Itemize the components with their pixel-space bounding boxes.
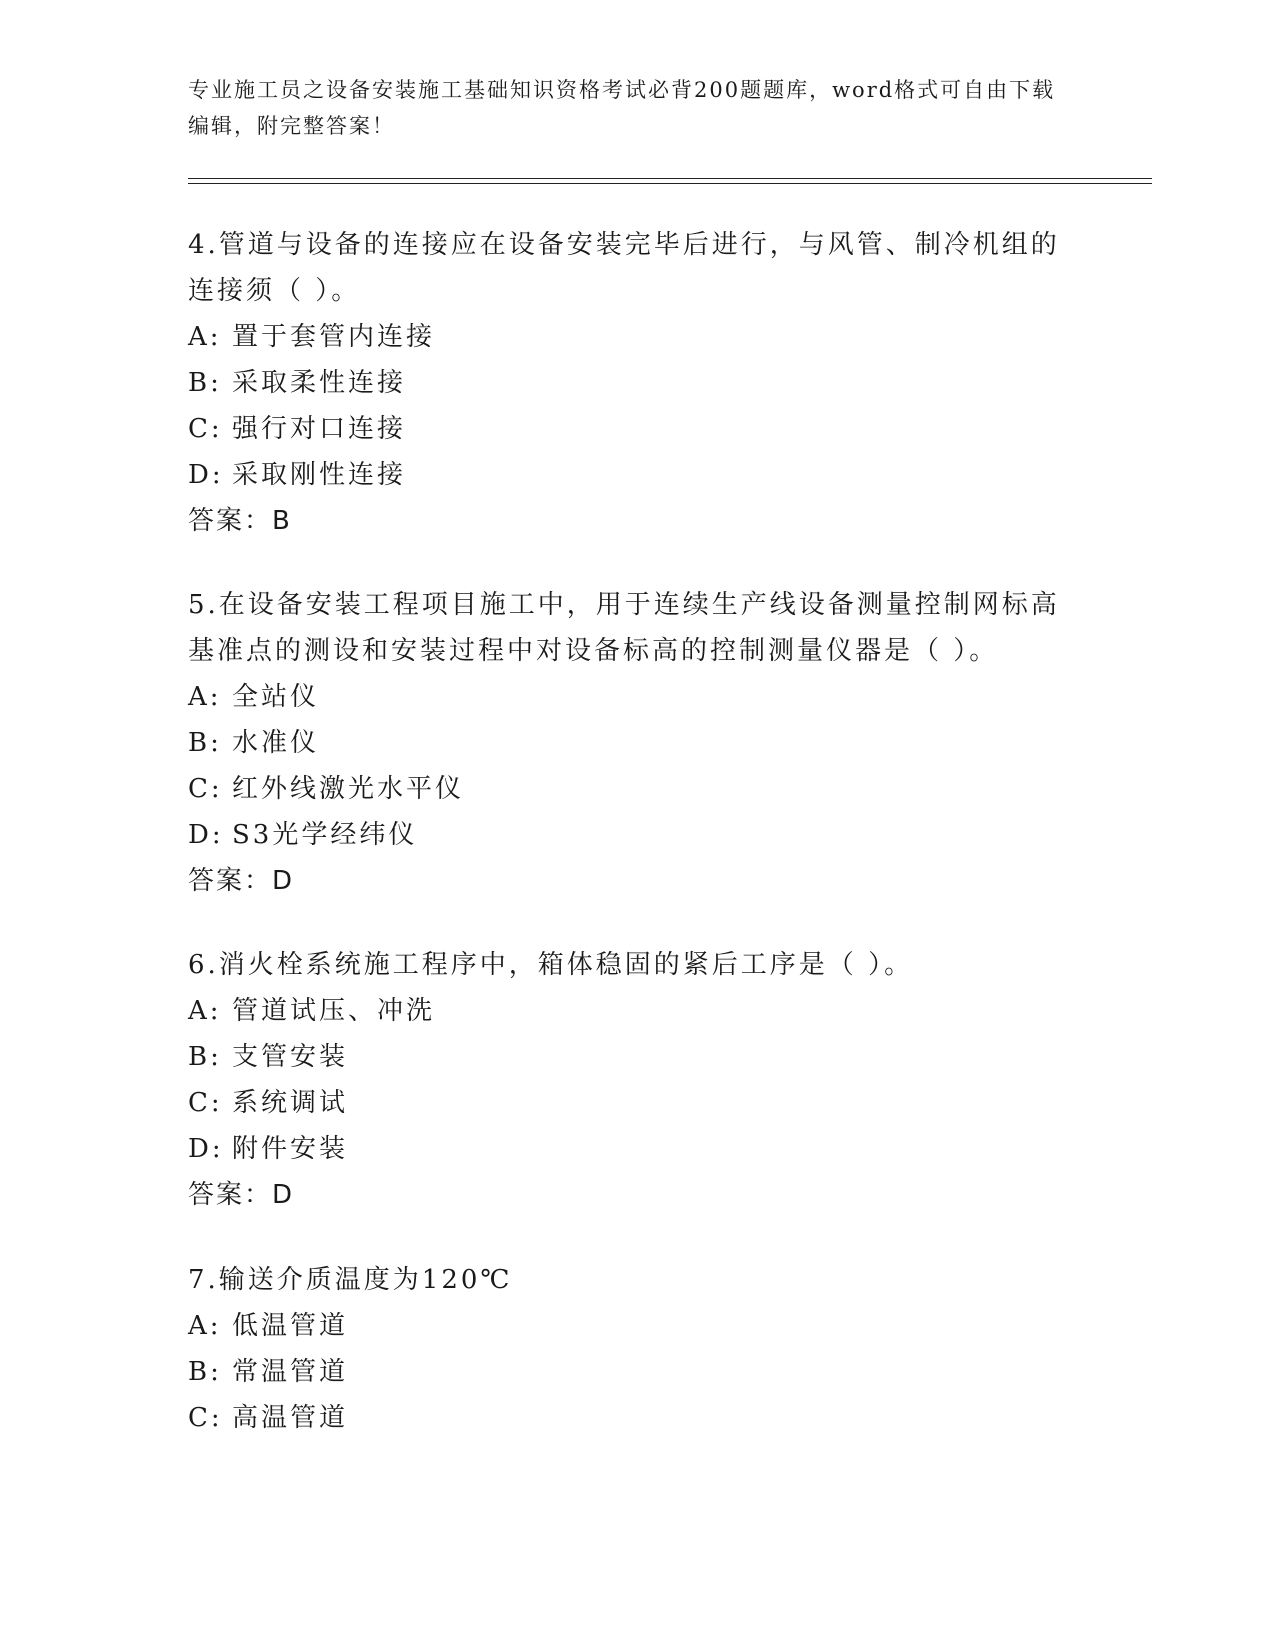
option-letter: A: [188,1311,222,1341]
answer-line: 答案：B [188,506,292,536]
question-6 [188,942,1088,1218]
option-text: 常温管道 [232,1357,349,1387]
option-letter: C: [188,414,223,444]
question-7 [188,1257,1088,1441]
option-letter: A: [188,682,222,712]
option-letter: D: [188,460,224,490]
option-b [188,720,1088,766]
option-c [188,1080,1088,1126]
option-c [188,406,1088,452]
option-text: 采取柔性连接 [232,368,407,398]
answer-line: 答案：D [188,866,295,896]
option-d [188,1126,1088,1172]
option-b [188,1349,1088,1395]
option-letter: B: [188,1357,222,1387]
option-b [188,1034,1088,1080]
option-a [188,674,1088,720]
question-stem: 6.消火栓系统施工程序中，箱体稳固的紧后工序是（ ）。 [188,950,914,980]
option-letter: A: [188,996,222,1026]
option-d [188,812,1088,858]
option-b [188,360,1088,406]
option-letter: D: [188,1134,224,1164]
question-stem: 4.管道与设备的连接应在设备安装完毕后进行，与风管、制冷机组的连接须（ ）。 [188,230,1060,306]
option-letter: C: [188,1088,223,1118]
option-text: 支管安装 [232,1042,349,1072]
option-letter: B: [188,1042,222,1072]
option-text: 低温管道 [232,1311,349,1341]
option-text: 置于套管内连接 [232,322,436,352]
option-letter: A: [188,322,222,352]
option-letter: D: [188,820,224,850]
option-text: S3光学经纬仪 [232,820,418,850]
answer-line: 答案：D [188,1180,295,1210]
option-text: 系统调试 [232,1088,349,1118]
option-letter: C: [188,1403,223,1433]
option-text: 管道试压、冲洗 [232,996,436,1026]
option-letter: C: [188,774,223,804]
document-header: 专业施工员之设备安装施工基础知识资格考试必背200题题库，word格式可自由下载编辑，附完整答案！ [188,78,1056,138]
option-c [188,1395,1088,1441]
option-letter: B: [188,728,222,758]
option-a [188,988,1088,1034]
option-text: 强行对口连接 [232,414,407,444]
option-d [188,452,1088,498]
question-5 [188,582,1088,904]
option-text: 全站仪 [232,682,320,712]
option-a [188,314,1088,360]
option-a [188,1303,1088,1349]
option-text: 采取刚性连接 [232,460,407,490]
option-c [188,766,1088,812]
header-divider [188,178,1152,184]
question-stem: 7.输送介质温度为120℃ [188,1265,513,1295]
question-4 [188,222,1088,544]
option-text: 附件安装 [232,1134,349,1164]
option-text: 红外线激光水平仪 [232,774,465,804]
question-stem: 5.在设备安装工程项目施工中，用于连续生产线设备测量控制网标高基准点的测设和安装过程中对设备标高的控制测量仪器是（ ）。 [188,590,1060,666]
option-letter: B: [188,368,222,398]
option-text: 水准仪 [232,728,320,758]
option-text: 高温管道 [232,1403,349,1433]
